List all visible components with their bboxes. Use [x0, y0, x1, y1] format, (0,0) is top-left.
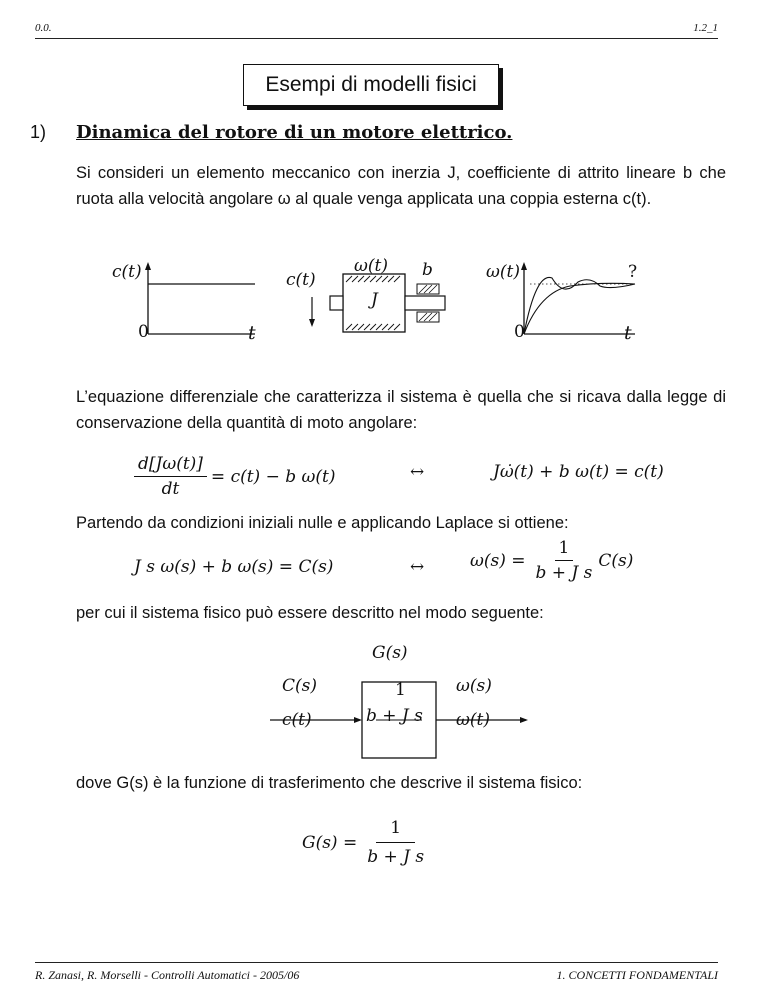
eq2-arrow: ↔: [410, 557, 425, 577]
eq3-numerator: 1: [376, 818, 415, 843]
output-plot-xlabel: t: [624, 322, 632, 344]
section-heading: Dinamica del rotore di un motore elettrico.: [76, 122, 513, 143]
header-right: 1.2_1: [693, 22, 718, 34]
eq2-left: J s ω(s) + b ω(s) = C(s): [134, 557, 334, 577]
output-plot-origin: 0: [514, 322, 525, 342]
block-g-label: G(s): [372, 643, 408, 663]
equation-1: [134, 454, 335, 499]
header-left: 0.0.: [35, 22, 52, 34]
eq1-rhs: = c(t) − b ω(t): [210, 466, 336, 487]
input-plot-origin: 0: [138, 322, 149, 342]
input-step-plot: [145, 262, 255, 334]
output-arrowhead: [520, 717, 528, 723]
paragraph-differential: L’equazione differenziale che caratterizza il sistema è quella che si ricava dalla legge di conservazione della quantità di moto angolare:: [76, 388, 726, 432]
eq2-numerator: 1: [555, 538, 574, 561]
footer-left: R. Zanasi, R. Morselli - Controlli Automatici - 2005/06: [35, 968, 300, 982]
eq1-numerator: d[Jω(t)]: [134, 454, 207, 477]
input-arrowhead: [354, 717, 362, 723]
eq2-denominator: b + J s: [535, 563, 593, 583]
intro-paragraph: Si consideri un elemento meccanico con inerzia J, coefficiente di attrito lineare b che ruota alla velocità angolare ω al quale venga applicata una coppia esterna c(t).: [76, 164, 726, 208]
input-plot-xlabel: t: [248, 322, 256, 344]
paragraph-block-diagram: per cui il sistema fisico può essere descritto nel modo seguente:: [76, 604, 544, 622]
eq1-right: Jω̇(t) + b ω(t) = c(t): [493, 462, 664, 482]
block-output-top: ω(s): [456, 676, 492, 696]
eq2-tail: C(s): [598, 550, 634, 571]
output-plot-question: ?: [628, 262, 638, 282]
footer-rule: [35, 962, 718, 963]
block-numerator: 1: [395, 680, 406, 700]
eq1-denominator: dt: [161, 479, 180, 499]
output-plot-ylabel: ω(t): [486, 262, 520, 282]
rotor-torque-label: c(t): [286, 270, 316, 290]
eq3-denominator: b + J s: [367, 847, 425, 867]
block-input-bottom: c(t): [282, 710, 312, 730]
eq2-lhs: ω(s) =: [470, 550, 526, 571]
eq3-lhs: G(s) =: [302, 832, 358, 853]
footer-right: 1. CONCETTI FONDAMENTALI: [556, 968, 718, 982]
section-number: 1): [30, 122, 47, 142]
equation-2-solution: [470, 538, 633, 583]
input-plot-ylabel: c(t): [112, 262, 142, 282]
equation-3: [302, 818, 428, 867]
output-response-plot: [521, 262, 638, 334]
block-denominator: b + J s: [366, 706, 423, 726]
rotor-speed-label: ω(t): [354, 256, 388, 276]
header-rule: [35, 38, 718, 39]
block-output-bottom: ω(t): [456, 710, 490, 730]
rotor-inertia-label: J: [371, 290, 378, 310]
rotor-friction-label: b: [422, 260, 433, 280]
page-title: Esempi di modelli fisici: [243, 64, 499, 106]
paragraph-laplace: Partendo da condizioni iniziali nulle e applicando Laplace si ottiene:: [76, 514, 569, 532]
eq1-arrow: ↔: [410, 462, 425, 482]
paragraph-transfer-function: dove G(s) è la funzione di trasferimento che descrive il sistema fisico:: [76, 774, 583, 792]
block-input-top: C(s): [282, 676, 317, 696]
